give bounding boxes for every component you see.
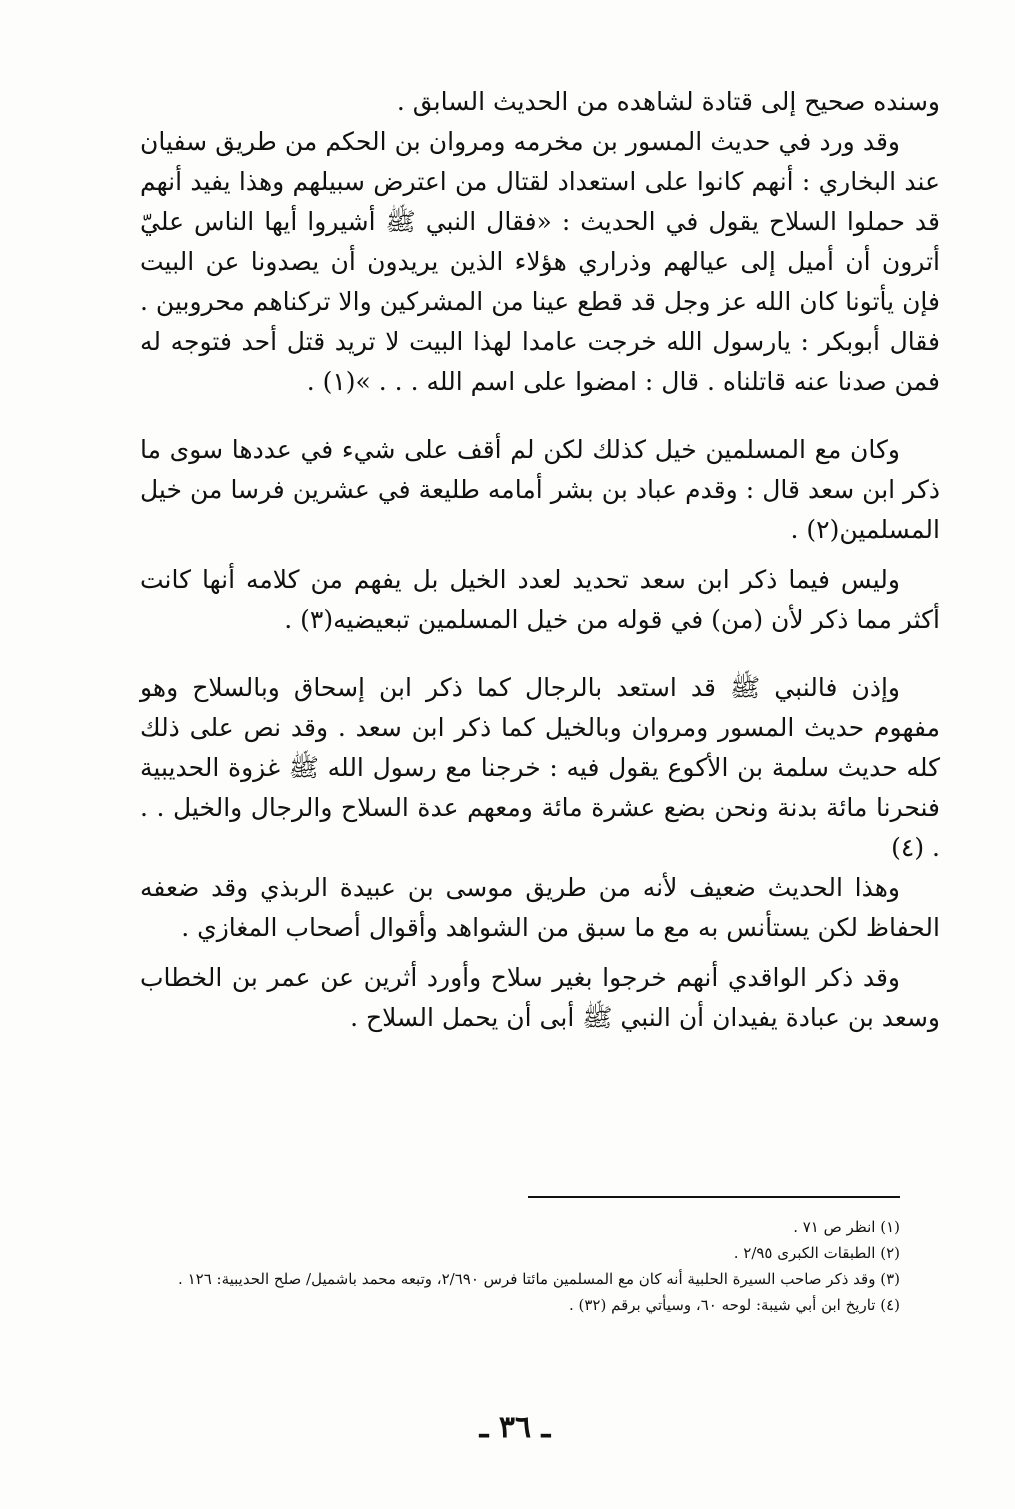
footnote-2: (٢) الطبقات الكبرى ٢/٩٥ . [733, 1244, 900, 1262]
paragraph-spacer [140, 550, 940, 560]
paragraph-waqidi: وقد ذكر الواقدي أنهم خرجوا بغير سلاح وأورد أثرين عن عمر بن الخطاب وسعد بن عبادة يفيدان أن النبي ﷺ أبى أن يحمل السلاح . [140, 963, 940, 1032]
footnotes [130, 1214, 900, 1318]
paragraph-weak-hadith: وهذا الحديث ضعيف لأنه من طريق موسى بن عبيدة الربذي وقد ضعفه الحفاظ لكن يستأنس به مع ما سبق من الشواهد وأقوال أصحاب المغازي . [140, 873, 940, 942]
paragraph-spacer [140, 948, 940, 958]
paragraph-preparation: وإذن فالنبي ﷺ قد استعد بالرجال كما ذكر ابن إسحاق وبالسلاح وهو مفهوم حديث المسور ومروان وبالخيل كما ذكر ابن سعد . وقد نص على ذلك كله حديث سلمة بن الأكوع يقول فيه : خرجنا مع رسول الله ﷺ غزوة الحديبية فنحرنا مائة بدنة ونحن بضع عشرة مائة ومعهم عدة السلاح والرجال والخيل . . . (٤) [140, 673, 940, 862]
paragraph-ibn-saad: وليس فيما ذكر ابن سعد تحديد لعدد الخيل بل يفهم من كلامه أنها كانت أكثر مما ذكر لأن (من) في قوله من خيل المسلمين تبعيضيه(٣) . [140, 565, 940, 634]
paragraph-spacer [140, 402, 940, 430]
paragraph-spacer [140, 640, 940, 668]
footnote-4: (٤) تاريخ ابن أبي شيبة: لوحه ٦٠، وسيأتي برقم (٣٢) . [568, 1296, 900, 1314]
footnote-divider [528, 1196, 900, 1198]
paragraph-sanad: وسنده صحيح إلى قتادة لشاهده من الحديث السابق . [396, 87, 940, 116]
body-text [140, 82, 940, 1038]
paragraph-miswar-hadith: وقد ورد في حديث المسور بن مخرمه ومروان بن الحكم من طريق سفيان عند البخاري : أنهم كانوا على استعداد لقتال من اعترض سبيلهم وهذا يفيد أنهم قد حملوا السلاح يقول في الحديث : «فقال النبي ﷺ أشيروا أيها الناس عليّ أترون أن أميل إلى عيالهم وذراري هؤلاء الذين يريدون أن يصدونا عن البيت فإن يأتونا كان الله عز وجل قد قطع عينا من المشركين والا تركناهم محروبين . فقال أبوبكر : يارسول الله خرجت عامدا لهذا البيت لا تريد قتل أحد فتوجه له فمن صدنا عنه قاتلناه . قال : امضوا على اسم الله . . . »(١) . [140, 127, 940, 396]
footnote-3: (٣) وقد ذكر صاحب السيرة الحلبية أنه كان مع المسلمين مائتا فرس ٢/٦٩٠، وتبعه محمد باشميل/ صلح الحديبية: ١٢٦ . [178, 1270, 900, 1288]
paragraph-horses: وكان مع المسلمين خيل كذلك لكن لم أقف على شيء في عددها سوى ما ذكر ابن سعد قال : وقدم عباد بن بشر أمامه طليعة في عشرين فرسا من خيل المسلمين(٢) . [140, 435, 940, 544]
page-number: ـ ٣٦ ـ [479, 1410, 551, 1445]
footnote-1: (١) انظر ص ٧١ . [793, 1218, 900, 1236]
